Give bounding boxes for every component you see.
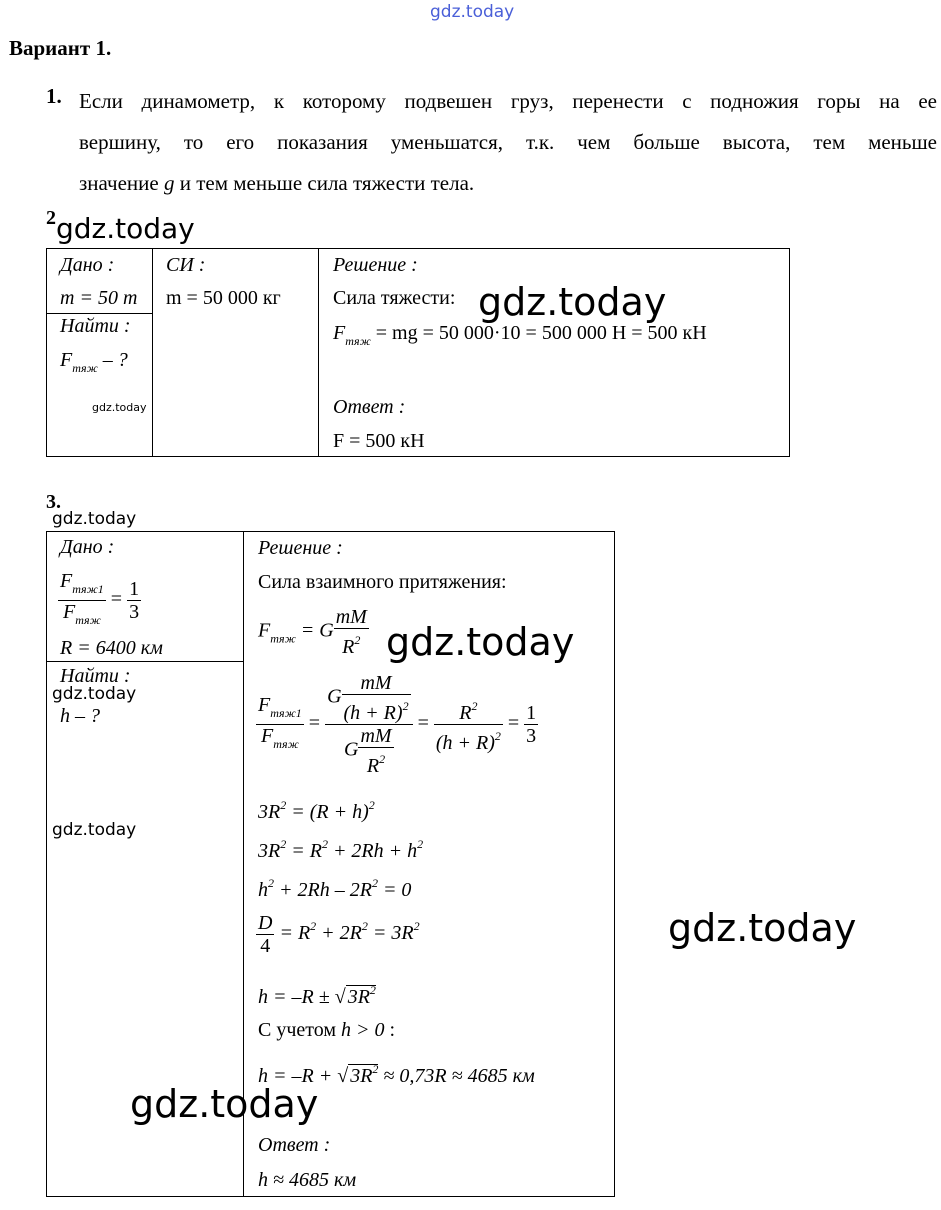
- problem1-line2: вершину, то его показания уменьшатся, т.к. чем больше высота, тем меньше: [79, 130, 937, 154]
- eq5-h: h: [258, 879, 268, 901]
- symbol-F: F: [63, 601, 76, 623]
- eq4-left: 3R: [258, 840, 281, 862]
- fraction: [256, 694, 304, 755]
- subscript: тяж: [273, 737, 299, 751]
- subscript: тяж1: [72, 582, 104, 596]
- ratio-fraction: [58, 570, 106, 631]
- table-divider: [46, 313, 152, 314]
- watermark: gdz.today: [92, 401, 147, 414]
- watermark: gdz.today: [478, 280, 667, 324]
- radicand: 3R: [350, 1065, 373, 1087]
- formula-rest: = mg = 50 000·10 = 500 000 Н = 500 кН: [370, 322, 707, 344]
- table-divider: [152, 248, 153, 456]
- eq6-part2: + 2R: [316, 922, 362, 945]
- watermark: gdz.today: [386, 620, 575, 664]
- table-divider: [46, 661, 243, 662]
- numerator: mM: [360, 725, 392, 747]
- subscript: тяж: [72, 361, 98, 375]
- exponent: 2: [494, 729, 501, 743]
- exponent: 2: [268, 876, 274, 890]
- denominator: 3: [526, 725, 537, 747]
- symbol-F: F: [60, 349, 73, 371]
- exponent: 2: [368, 798, 375, 812]
- problem2-number: 2: [46, 207, 56, 229]
- fraction: [334, 606, 369, 658]
- problem1-line3: [79, 163, 937, 204]
- symbol-F: F: [60, 570, 73, 592]
- fraction: [434, 695, 503, 754]
- watermark: gdz.today: [56, 212, 195, 245]
- fraction: [524, 702, 538, 747]
- equals: =: [110, 588, 123, 611]
- watermark-top: gdz.today: [430, 2, 515, 22]
- problem3-answer-value: [258, 1169, 356, 1192]
- find-rest: – ?: [97, 349, 128, 371]
- symbol-G: G: [344, 738, 359, 761]
- exponent: 2: [371, 876, 378, 890]
- exponent: 2: [413, 919, 420, 934]
- numerator: R: [459, 702, 472, 724]
- denominator: R: [342, 636, 355, 658]
- problem3-attraction-text: Сила взаимного притяжения:: [258, 571, 507, 593]
- problem3-ratio: [58, 570, 141, 631]
- equals-G: = G: [295, 619, 334, 642]
- numerator: 1: [526, 702, 537, 724]
- problem3-given-label: Дано :: [60, 536, 115, 558]
- exponent: 2: [471, 699, 478, 713]
- subscript: тяж: [270, 631, 296, 646]
- problem2-formula: [333, 322, 707, 349]
- symbol-g: g: [163, 171, 175, 195]
- subscript: тяж1: [270, 706, 302, 720]
- eq5-mid: + 2Rh – 2R: [274, 879, 372, 901]
- problem2-si-value: m = 50 000 кг: [166, 287, 281, 309]
- eq3-right: = (R + h): [286, 801, 369, 823]
- denominator: (h + R): [343, 702, 403, 724]
- equals: =: [308, 712, 321, 735]
- problem3-find-label: Найти :: [60, 665, 131, 687]
- problem2-table: [46, 248, 790, 457]
- watermark: gdz.today: [130, 1082, 319, 1126]
- eq4-mid: = R: [286, 840, 322, 862]
- big-fraction: [325, 672, 413, 777]
- problem1-line3-after: и тем меньше сила тяжести тела.: [179, 171, 475, 195]
- problem3-eq5: [258, 876, 411, 902]
- exponent: 2: [361, 919, 368, 934]
- problem3-formula2: [256, 672, 538, 777]
- problem2-given-label: Дано :: [60, 254, 115, 276]
- problem2-answer-label: Ответ :: [333, 396, 406, 418]
- denominator: 4: [256, 934, 274, 957]
- answer-value: h ≈ 4685 км: [258, 1169, 357, 1191]
- condition-colon: :: [384, 1019, 396, 1041]
- exponent: 2: [372, 1062, 379, 1076]
- eq7-left: h = –R ±: [258, 986, 335, 1008]
- eq5-right: = 0: [377, 879, 412, 901]
- eq9-left: h = –R +: [258, 1065, 338, 1087]
- exponent: 2: [321, 837, 328, 851]
- problem3-find-h: h – ?: [60, 705, 100, 727]
- problem3-eq3: [258, 798, 375, 824]
- problem2-answer-value: F = 500 кН: [333, 430, 425, 452]
- exponent: 2: [354, 633, 361, 647]
- equals: =: [507, 712, 520, 735]
- symbol-G: G: [327, 685, 342, 708]
- table-divider: [318, 248, 319, 456]
- problem3-solution-label: Решение :: [258, 537, 343, 559]
- problem1-text: [79, 81, 937, 204]
- watermark: gdz.today: [52, 509, 137, 529]
- eq6-part3: = 3R: [367, 922, 414, 945]
- ratio-value-num: 1: [129, 578, 140, 600]
- numerator: mM: [335, 606, 367, 628]
- problem3-eq4: [258, 837, 423, 863]
- fraction: [256, 912, 274, 957]
- denominator: R: [366, 755, 380, 777]
- condition-text: С учетом: [258, 1019, 342, 1041]
- exponent: 2: [280, 837, 287, 851]
- symbol-F: F: [261, 725, 274, 747]
- problem3-number: 3.: [46, 491, 61, 513]
- problem3-radius: R = 6400 км: [60, 637, 163, 659]
- exponent: 2: [369, 983, 376, 997]
- problem3-answer-label: Ответ :: [258, 1134, 331, 1156]
- numerator: D: [258, 912, 273, 934]
- problem1-line3-before: значение: [79, 171, 159, 195]
- problem1-number: 1.: [46, 84, 62, 108]
- problem3-eq7: [258, 983, 376, 1009]
- problem3-formula1: [258, 606, 369, 658]
- symbol-F: F: [258, 619, 271, 642]
- exponent: 2: [280, 798, 287, 812]
- eq4-right: + 2Rh + h: [327, 840, 418, 862]
- denominator: (h + R): [435, 732, 495, 754]
- watermark: gdz.today: [52, 684, 137, 704]
- problem3-eq6: [256, 912, 420, 957]
- problem2-solution-label: Решение :: [333, 254, 418, 276]
- exponent: 2: [417, 837, 424, 851]
- problem2-gravity-text: Сила тяжести:: [333, 287, 456, 309]
- problem3-condition: [258, 1019, 395, 1042]
- ratio-value: [127, 578, 141, 623]
- sqrt-sign: √: [337, 1065, 349, 1087]
- subscript: тяж: [345, 334, 371, 348]
- subscript: тяж: [75, 613, 101, 627]
- problem2-given-mass: m = 50 т: [60, 287, 138, 309]
- watermark: gdz.today: [668, 906, 857, 950]
- exponent: 2: [402, 699, 409, 713]
- exponent: 2: [379, 752, 386, 766]
- problem1-line1: Если динамометр, к которому подвешен груз, перенести с подножия горы на ее: [79, 89, 937, 113]
- ratio-value-den: 3: [129, 601, 140, 623]
- condition-math: h > 0: [341, 1019, 385, 1041]
- sqrt-sign: √: [334, 986, 346, 1008]
- eq9-right: ≈ 0,73R ≈ 4685 км: [378, 1065, 535, 1087]
- watermark: gdz.today: [52, 820, 137, 840]
- symbol-F: F: [258, 694, 271, 716]
- eq3-left: 3R: [258, 801, 281, 823]
- eq6-part1: = R: [274, 922, 311, 945]
- problem2-si-label: СИ :: [166, 254, 206, 276]
- problem2-find-value: [60, 349, 128, 376]
- exponent: 2: [310, 919, 317, 934]
- equals: =: [417, 712, 429, 735]
- numerator: mM: [360, 672, 392, 694]
- symbol-F: F: [333, 322, 346, 344]
- radicand: 3R: [347, 986, 370, 1008]
- variant-heading: Вариант 1.: [9, 36, 112, 60]
- problem2-find-label: Найти :: [60, 315, 131, 337]
